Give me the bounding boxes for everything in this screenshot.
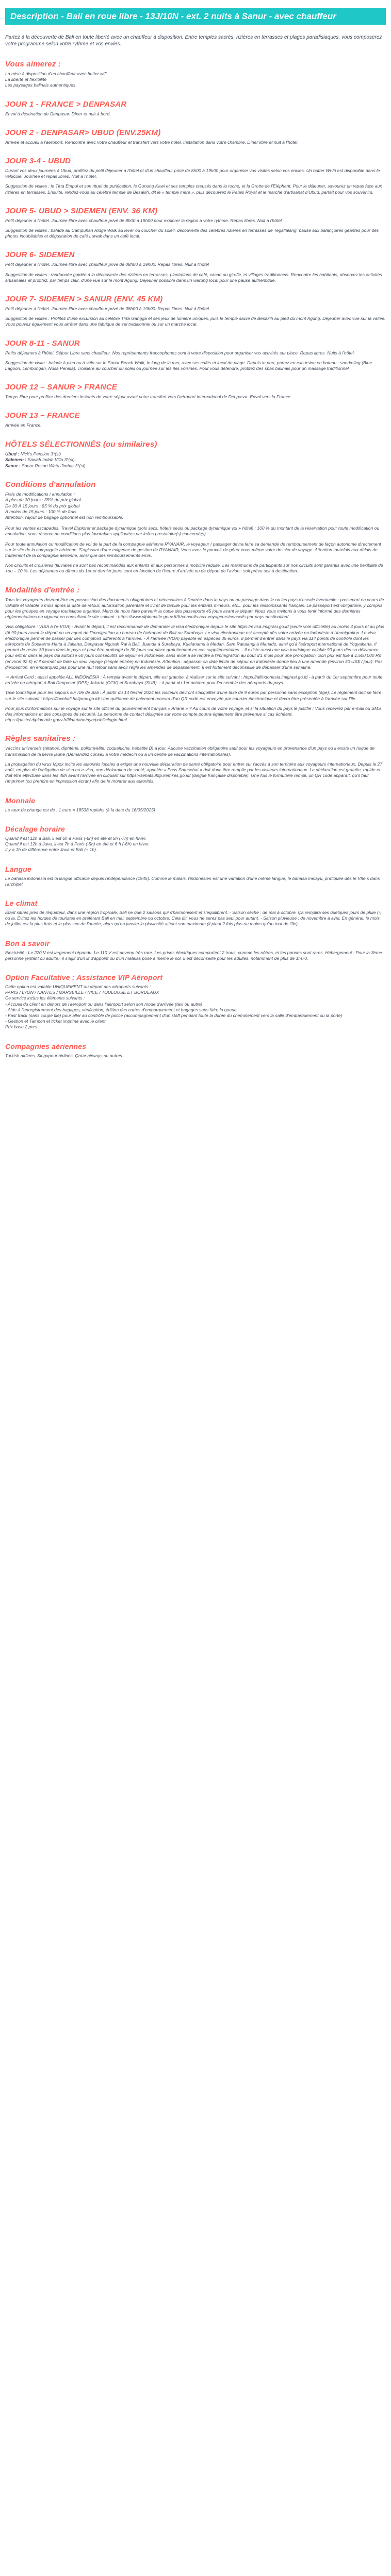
hotels-list [5,451,386,469]
day-text: Arrivée et accueil à l'aéroport. Rencontre avec votre chauffeur et transfert vers votre hôtel. Installation dans votre chambre. Dîner libre et nuit à l'hôtel. [5,139,299,145]
hotel-place: Ubud : [5,451,20,456]
day-suggestion: Suggestion de visites : Profitez d'une excursion au célèbre Tirta Gangga et ses jeux de lumière uniques, puis le temple sacré de Besakih au pied du mont Agung. Déjeuner avec vue sur la vallée. Vous pouvez également vous arrêter dans une fabrique de sel traditionnel ou sur un marché local. [5,316,386,327]
fee-line: À plus de 30 jours : 35% du prix global [5,497,81,503]
option-line: Cette option est valable UNIQUEMENT au départ des aéroports suivants : [5,984,151,989]
modalites-heading: Modalités d'entrée : [5,585,80,595]
list-item: La liberté et flexibilité [5,77,47,82]
monnaie-text: Le taux de change est de : 1 euro = 18538 rupiahs (à la date du 16/05/2025) [5,807,155,812]
intro-text: Partez à la découverte de Bali en toute liberté avec un chauffeur à disposition. Entre temples sacrés, rizières en terrasses et plages paradisiaques, vous composerez votre programme selon votre rythme et vos envies. [5,35,382,47]
day-suggestion: Suggestion de visites : randonnée guidée à la découverte des rizières en terrasses, plantations de café, cacao ou girofle, et villages traditionnels. Rencontre les habitants, observez les activités artisanales et profitez, par temps clair, d'une vue sur le mont Agung. Déjeuner possible dans un warung local pour une pause authentique. [5,272,382,283]
main-content [0,25,391,1059]
compagnies-heading: Compagnies aériennes [5,1042,87,1050]
langue-heading: Langue [5,865,31,873]
option-line: Prix base 2 pers [5,1024,38,1030]
decalage-heading: Décalage horaire [5,824,66,833]
hotel-name: Sanur Resort Watu Jimbar 3*(sl) [22,463,86,468]
hotel-name: Sawah Indah Villa 3*(sl) [27,457,75,463]
page-title: Description - Bali en roue libre - 13J/10N - ext. 2 nuits à Sanur - avec chauffeur [5,8,386,25]
compagnies-text: Turkish airlines, Singapour airlines, Qatar airways ou autres... [5,1053,126,1058]
day-text: Durant vos deux journées à Ubud, profitez du petit déjeuner à l'hôtel et d'un chauffeur privé de 8h00 à 19h00 pour organiser vos visites selon vos envies. Un butter Wi-Fi est disponible dans le véhicule. Journée et repas libres. Nuit à l'hôtel. [5,168,380,179]
conditions-text: Pour toute annulation ou modification de vol de la part de la compagnie aérienne RYANAIR, le voyageur / passager devra faire sa demande de remboursement de façon autonome directement sur le site de la compagnie aérienne. S'agissant d'une exigence de gestion de RYANAIR, Vous avez le pouvoir de gérer vous-même votre dossier de voyage. Attention toutefois aux délais de traitement de la compagnie aérienne, ainsi que des remboursements émis. [5,541,381,558]
day-text: Petit déjeuner à l'hôtel. Journée libre avec chauffeur privé de 08h00 à 19h00. Repas libres. Nuit à l'hôtel. [5,306,210,312]
fee-line: Frais de modifications / annulation : [5,492,75,497]
day-text: Petits déjeuners à l'hôtel. Séjour Libre sans chauffeur. Nos représentants francophones sont à votre disposition pour organiser vos activités sur place. Repas libres. Nuits à l'hôtel. [5,350,355,355]
sanitaires-heading: Règles sanitaires : [5,734,76,743]
day-heading: JOUR 1 - FRANCE > DENPASAR [5,99,127,109]
option-line: - Fast track (sans coupe file) pour aller au contrôle de police (accompagnement d'un staff pendant toute la durée du cheminement vers la salle d'embarquement ou la porte) [5,1012,343,1018]
day-heading: JOUR 6- SIDEMEN [5,250,75,260]
hotel-item [5,451,386,457]
fee-line: De 30 À 15 jours : 85 % du prix global [5,503,80,509]
sanitaires-text: Vaccins universels (tétanos, diphtérie, poliomyélite, coqueluche, hépatite B) à jour. Aucune vaccination obligatoire sauf pour les voyageurs en provenance d'un pays où il existe un risque de transmission de la fièvre jaune (Demandez conseil à votre médecin ou à un centre de vaccinations internationales). [5,745,375,757]
day-heading: JOUR 7- SIDEMEN > SANUR (ENV. 45 KM) [5,295,163,304]
option-line: - Gestion et Tampon et ticket imprimé avec le client [5,1019,106,1024]
day-text: Petit déjeuner à l'hôtel. Journée libre avec chauffeur privé de 8h00 à 19h00 pour explorer la région à votre rythme. Repas libres. Nuit à l'hôtel. [5,217,283,223]
list-item: La mise à disposition d'un chauffeur avec butter wifi [5,71,107,76]
conditions-text: Pour les ventes escapades, Travel Explorer et package dynamique (sols secs, hôtels seuls ou package dynamique vol + hôtel) : 100 % du montant de la réservation pour toute modification ou annulation, sous réserve de conditions plus favorables appliquées par le/les prestataire(s) concerné(s). [5,526,380,537]
option-line: - Accueil du client en dehors de l'aéroport ou dans l'aéroport selon son mode d'arrivée (taxi ou autre) [5,1001,202,1007]
monnaie-heading: Monnaie [5,796,36,805]
conditions-fees [5,492,386,520]
option-line: Ce service inclus les éléments suivants : [5,995,85,1001]
modalites-arrival-card: -> Arrival Card : aussi appelée ALL INDONESIA : À remplir avant le départ, elle est gratuite, à réaliser sur le site suivant : https://allindonesia.imigrasi.go.id - à partir du 1er septembre pour toute arrivée en aéroport à Bali Denpasar (DPS) Jakarta (CGK) et Surabaya (SUB). - à partir du 1er octobre pour l'ensemble des aéroports du pays. [5,674,383,686]
vous-aimerez-list [5,71,386,89]
day-text: Temps libre pour profiter des derniers instants de votre séjour avant votre transfert vers l'aéroport international de Denpasar. Envol vers la France. [5,394,292,400]
decalage-line: Quand il est 12h à Java, il est 7h à Paris (-5h) en été et 6 h (-6h) en hiver. [5,841,150,847]
day-heading: JOUR 12 – SANUR > FRANCE [5,383,117,392]
list-item: Les paysages balinais authentiques [5,82,76,88]
conditions-text: Nos circuits et croisières (fluviales ne sont pas recommandés aux enfants et aux personnes à mobilité réduite. Les maximums de participants sur nos circuits sont garantis avec une flexibilité de +ou – 10 %. Les déjeuners ou dîners du 1er et dernier jours sont en fonction de l'heure d'arrivée ou de départ de l'avion : soit prévu soit à destination. [5,563,383,574]
bon-savoir-heading: Bon à savoir [5,939,50,947]
page [0,8,391,1083]
fee-line: Attention, l'ajout de bagage optionnel est non remboursable. [5,514,124,520]
day-text: Petit déjeuner à l'hôtel. Journée libre avec chauffeur privé de 08h00 à 19h00. Repas libres. Nuit à l'hôtel [5,262,209,267]
climat-heading: Le climat [5,899,38,907]
hotels-heading: HÔTELS SÉLECTIONNÉS (ou similaires) [5,439,157,449]
day-heading: JOUR 5- UBUD > SIDEMEN (ENV. 36 KM) [5,206,158,215]
option-list [5,984,386,1030]
modalites-text: Tous les voyageurs devront être en possession des documents obligatoires et nécessaires à l'entrée dans le pays ou au passage dans le ou les pays d'escale éventuelle : passeport en cours de validité et valable 6 mois après la date de retour, autorisation parentale et livret de famille pour les enfants mineurs, etc... pour les ressortissants français. Le passeport est obligatoire, y compris pour les groupes en voyage touristique organisé. Merci de nous faire parvenir la copie des passeports 45 jours avant le départ. Nous vous invitons à vous tenir informé des dernières réglementations en vigueur en consultant le site suivant : https://www.diplomatie.gouv.fr/fr/conseils-aux-voyageurs/conseils-par-pays-destination/ [5,597,384,620]
hotel-name: Nick's Pension 3*(sl) [20,451,61,456]
option-line: - Aide à l'enregistrement des bagages, vérification, édition des cartes d'embarquement et bagages sans faire la queue [5,1007,237,1012]
conditions-heading: Conditions d'annulation [5,480,96,489]
fee-line: À moins de 15 jours : 100 % de frais [5,509,77,514]
modalites-ariane: Pour plus d'informations sur le voyage sur le site officiel du gouvernement français « Ariane » ? Au cours de votre voyage, et si la situation du pays le justifie : Vous recevrez par e-mail ou SMS des informations et des consignes de sécurité. La personne de contact désignée sur votre compte pourra également être prévenue si cas échéant. https://pastel.diplomatie.gouv.fr/fildariane/dyn/public/login.html [5,705,381,723]
day-text: Envol à destination de Denpasar. Dîner et nuit à bord. [5,111,111,116]
day-text: Arrivée en France. [5,422,42,428]
langue-text: Le bahasa indonesia est la langue officielle depuis l'indépendance (1945). Comme le malais, l'indonésien est une variation d'une même langue, le bahasa melayu, pratiquée dès le VIIe s dans l'archipel. [5,875,380,887]
day-heading: JOUR 2 - DENPASAR> UBUD (ENV.25KM) [5,128,161,137]
vous-aimerez-heading: Vous aimerez : [5,60,61,69]
hotel-place: Sidemen : [5,457,27,463]
day-heading: JOUR 8-11 - SANUR [5,338,80,348]
modalites-tax: Taxe touristique pour les séjours sur l'île de Bali : À partir du 14 février 2024 les visiteurs devront s'acquitter d'une taxe de 9 euros par personne sans exception (âge). Le règlement doit se faire sur le site suivant : https://lovebali.baliprov.go.id/ Une quittance de paiement recevra d'un QR code est envoyée par courrier électronique et devra être présentée à l'arrivée sur l'île. [5,690,382,701]
decalage-list [5,836,386,853]
day-suggestion: Suggestion de visite : balade à pied ou à vélo sur le Sanur Beach Walk, le long de la mer, avec ses cafés et local de plage. Depuis le port, partez en excursion en bateau : snorkeling (Blue Lagoon, Lembongan, Nusa Penida), croisière au coucher du soleil ou journée sur les îles voisines. Pour vous détendre, profitez des spas balinais pour un massage traditionnel. [5,360,372,371]
hotel-item [5,457,386,463]
day-suggestion: Suggestion de visites : balade au Campuhan Ridge Walk au lever ou coucher du soleil, découverte des célèbres rizières en terrasses de Tegallalang, pause aux balançoires géantes pour des photos inoubliables et dégustation de café Luwak dans un café local. [5,228,379,239]
decalage-line: Quand il est 12h à Bali, il est 6h à Paris (-6h) en été et 5h (-7h) en hiver. [5,835,146,841]
decalage-line: Il y a 1h de différence entre Java et Bali (+ 1h). [5,847,97,853]
climat-text: Étant situés près de l'équateur, dans une région tropicale, Bali ne que 2 saisons qui s'harmonisent et s'équilibrent. - Saison sèche : de mai à octobre. Ça remplira ses quelques jours de pluie (-) ou la. Évitez les hordes de touristes en préférant Bali en mai, septembre ou octobre. Cela dit, vous ne serez pas seul pour autant. - Saison pluvieuse : de novembre à avril. En général, le mois de juillet est la plus frais et le plus sec de l'année, alors qu'en janvier la pluviosité atteint son maximum (il pleut 2 fois plus ou moins qu'au tout de l'île). [5,909,382,927]
day-suggestion: Suggestion de visites : le Tirta Empul et son rituel de purification, le Gunung Kawi et ses temples creusés dans la roche, et la Grotte de l'Éléphant. Pour le déjeuner, savourez un repas face aux rizières en terrasses. Ensuite, rendez-vous au célèbre temple de Besakih, dit le « temple mère », puis découvrez le Palais Royal et le marché d'artisanat d'Ubud, parfait pour vos souvenirs. [5,183,382,195]
hotel-place: Sanur : [5,463,21,468]
option-line: PARIS / LYON / NANTES / MARSEILLE / NICE / TOULOUSE ET BORDEAUX [5,990,159,995]
option-heading: Option Facultative : Assistance VIP Aéroport [5,973,163,981]
hotel-item [5,463,386,469]
sanitaires-text: La propagation du virus Mpox incite les autorités locales à exiger une nouvelle déclaration de santé obligatoire pour entrer sur l'accès à son territoire aux voyageurs internationaux. Depuis le 27 août, en plus de l'obligation de visa ou e-visa, une déclaration de santé, appelée « Pass Satusehat » doit donc être remplie par les visiteurs internationaux. La déclaration est gratuite, rapide et doit être effectuée dans les 48h avant l'arrivée en cliquant sur https://sehatsuhtp.kemkes.go.id/ (langue française disponible). Une fois le formulaire rempli, un QR code apparaît, qu'il faut l'imprimer (ou prendre en impression écran) afin de le montrer aux autorités. [5,761,383,784]
day-heading: JOUR 13 – FRANCE [5,411,80,420]
bon-savoir-text: Electricité : Le 220 V est largement répandu. Le 110 V est devenu très rare. Les prises électriques comportent 2 trous, comme les nôtres, et les pannes sont rares. Hébergement : Pour la 3ème personne (enfant ou adulte), il s'agit d'un lit d'appoint ou d'un matelas posé à même le sol. Il est déconseillé pour les adultes, notamment de plus de 1m70. [5,950,382,961]
modalites-visa: Visa obligatoire : VISA à l'e-VOA) - Avant le départ, il est recommandé de demander le visa électronique depuis le site https://evisa.imigrasi.go.id (seule voie officielle) au moins 4 jours et au plus tôt 90 jours avant le départ ou un agent de l'Immigration au bureau de l'aéroport de Bali ou Surabaya. Le visa électronique est accepté dès votre arrivée en Indonésie à l'immigration. Le visa électronique permet de passer par des comptoirs différents à l'arrivée. - À l'arrivée (VOA) payable en espèces 35 euros. Il permet d'entrer dans le pays via 114 points de contrôle dont les aéroports de Soekarno-Hatta à Jakarta, Denpasar Ngurah Rai à Bali, Juanda à Surabaya, Kualanamu à Medan, Sam Ratulangi à Manado, ainsi qu'à l'aéroport international de Yogyakarta. Il permet de rester 30 jours dans le pays et peut être prolongé de 30 jours sur place gratuitement en cas supplémentaires. - Il existe aussi une visa touristique valable 90 jours dès sa délivrance pour entrer dans le pays qui autorise 60 jours consécutifs de séjour en Indonésie, sans avoir à se rendre à l'immigration au bout d'1 mois pour une prorogation. Son prix est fixé à 1.500.000 Rp (environ 92 €) et il permet de faire un seul voyage (simple entrée) en Indonésie. Attention : dépasser sa date limite de séjour en Indonésie donne lieu à une amende (environ 30 US$ / jour). Pas d'exception, en embarquez pas pour une nuit retour sans avoir réglé les amendes de dépassement. Il est fortement déconseillé de dépasser d'une semaine. [5,624,384,670]
day-heading: JOUR 3-4 - UBUD [5,157,71,166]
